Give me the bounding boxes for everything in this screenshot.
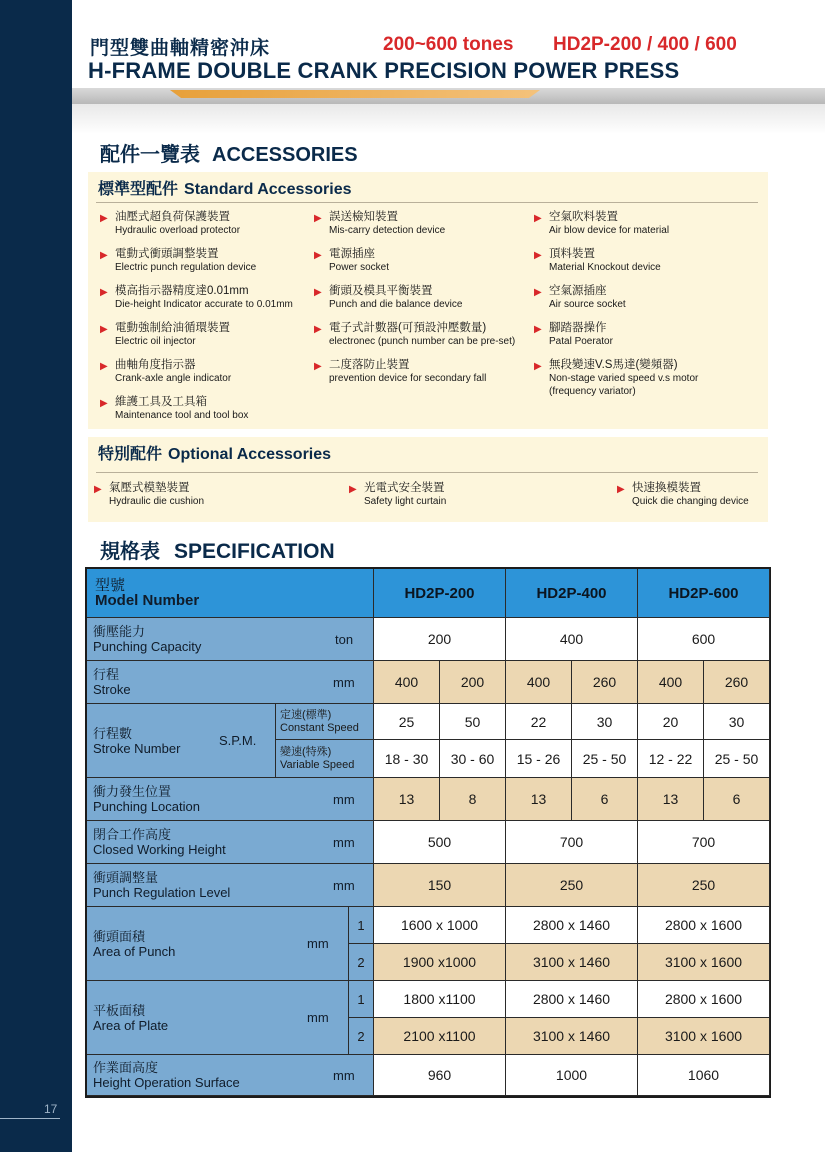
row-label-zh: 行程數 xyxy=(93,725,133,741)
row-unit: mm xyxy=(333,1067,355,1083)
punch-area-cell: 1600 x 1000 xyxy=(374,907,506,944)
punch-area-cell: 1900 x1000 xyxy=(374,944,506,981)
punching-location-cell: 8 xyxy=(440,778,506,821)
variable-speed-cell: 18 - 30 xyxy=(374,740,440,778)
standard-accessory-item xyxy=(534,322,613,348)
row-label-text xyxy=(93,624,201,654)
row-label-en: Stroke xyxy=(93,682,131,697)
punch-area-cell: 2800 x 1600 xyxy=(638,907,770,944)
standard-accessory-item xyxy=(314,211,445,237)
accessory-name-zh: 電動強制給油循環裝置 xyxy=(115,322,230,334)
model-header-cell: HD2P-400 xyxy=(506,569,638,618)
row-label xyxy=(87,661,374,704)
regulation-cell: 250 xyxy=(638,864,770,907)
row-label xyxy=(87,864,374,907)
row-label-en: Height Operation Surface xyxy=(93,1075,240,1090)
row-label-text xyxy=(93,929,175,959)
divider xyxy=(96,202,758,203)
title-chinese: 門型雙曲軸精密沖床 xyxy=(90,38,271,59)
standard-accessories-title xyxy=(98,176,352,199)
sidebar-band xyxy=(0,0,72,1152)
row-unit: mm xyxy=(333,834,355,850)
row-label xyxy=(87,778,374,821)
row-label-en: Area of Plate xyxy=(93,1017,169,1033)
accessories-heading xyxy=(100,138,358,167)
standard-accessory-item xyxy=(534,211,669,237)
header-fade xyxy=(72,104,825,134)
row-label xyxy=(87,618,374,661)
row-label xyxy=(87,981,349,1055)
stroke-cell: 400 xyxy=(638,661,704,704)
row-unit: mm xyxy=(307,936,329,951)
variable-speed-cell: 15 - 26 xyxy=(506,740,572,778)
accessory-name-zh: 模高指示器精度達0.01mm xyxy=(115,285,249,297)
bullet-arrow-icon: ▶ xyxy=(314,287,322,298)
stroke-cell: 200 xyxy=(440,661,506,704)
accessory-name-zh: 腳踏器操作 xyxy=(549,322,607,334)
standard-accessory-item xyxy=(100,396,248,422)
bullet-arrow-icon: ▶ xyxy=(100,398,108,409)
accessory-name-en: Electric oil injector xyxy=(115,336,196,347)
bullet-arrow-icon: ▶ xyxy=(534,287,542,298)
closed-height-cell: 700 xyxy=(638,821,770,864)
punching-location-cell: 13 xyxy=(374,778,440,821)
accessory-name-zh: 誤送檢知裝置 xyxy=(329,211,398,223)
constant-speed-cell: 50 xyxy=(440,704,506,740)
constant-speed-cell: 30 xyxy=(704,704,770,740)
accessory-name-zh: 電源插座 xyxy=(329,248,375,260)
closed-height-cell: 500 xyxy=(374,821,506,864)
row-label-zh: 衝頭面積 xyxy=(93,928,146,944)
plate-area-cell: 1800 x1100 xyxy=(374,981,506,1018)
constant-speed-label-en: Constant Speed xyxy=(280,721,359,734)
standard-accessory-item xyxy=(100,359,231,385)
operation-height-cell: 960 xyxy=(374,1055,506,1096)
accessory-name-zh: 光電式安全裝置 xyxy=(364,482,445,494)
row-label-zh: 閉合工作高度 xyxy=(93,827,172,842)
regulation-cell: 250 xyxy=(506,864,638,907)
bullet-arrow-icon: ▶ xyxy=(100,361,108,372)
accessory-name-en: Electric punch regulation device xyxy=(115,262,257,273)
model-number-label-en: Model Number xyxy=(95,592,200,609)
accessory-name-zh: 無段變速V.S馬達(變頻器) xyxy=(549,359,678,371)
punching-location-cell: 13 xyxy=(638,778,704,821)
bullet-arrow-icon: ▶ xyxy=(100,324,108,335)
accessory-name-en: electronec (punch number can be pre-set) xyxy=(329,336,516,347)
punching-location-cell: 6 xyxy=(572,778,638,821)
accessory-name-zh: 油壓式超負荷保護裝置 xyxy=(115,211,230,223)
bullet-arrow-icon: ▶ xyxy=(617,484,625,495)
row-label xyxy=(87,1055,374,1096)
accessory-name-en: Power socket xyxy=(329,262,390,273)
model-number-label-zh: 型號 xyxy=(95,577,126,594)
variable-speed-label-en: Variable Speed xyxy=(280,758,355,771)
header-accent-stripe xyxy=(170,90,540,98)
stroke-cell: 260 xyxy=(704,661,770,704)
bullet-arrow-icon: ▶ xyxy=(314,250,322,261)
row-label-en: Closed Working Height xyxy=(93,842,226,857)
accessory-name-en-cont: (frequency variator) xyxy=(549,386,636,397)
punch-area-cell: 2800 x 1460 xyxy=(506,907,638,944)
tonnage-range: 200~600 tones xyxy=(383,34,514,55)
bullet-arrow-icon: ▶ xyxy=(100,287,108,298)
row-label-en: Punching Capacity xyxy=(93,639,202,654)
title-english: H-FRAME DOUBLE CRANK PRECISION POWER PRESS xyxy=(88,58,680,83)
accessory-name-en: Safety light curtain xyxy=(364,496,447,507)
model-number-label xyxy=(87,569,374,618)
accessory-name-en: Maintenance tool and tool box xyxy=(115,410,249,421)
accessory-name-zh: 二度落防止裝置 xyxy=(329,359,410,371)
punch-area-index: 2 xyxy=(349,944,374,981)
optional-title-en: Optional Accessories xyxy=(168,446,332,463)
row-label xyxy=(87,821,374,864)
accessory-name-zh: 快速換模裝置 xyxy=(632,482,701,494)
row-label-zh: 平板面積 xyxy=(93,1002,146,1018)
row-label-en: Area of Punch xyxy=(93,943,176,959)
optional-accessories-panel xyxy=(88,437,768,522)
bullet-arrow-icon: ▶ xyxy=(534,213,542,224)
row-label-text xyxy=(93,726,180,756)
accessory-name-zh: 衝頭及模具平衡裝置 xyxy=(329,285,433,297)
optional-accessory-item xyxy=(349,482,446,508)
accessory-name-en: Air blow device for material xyxy=(549,225,670,236)
row-label-en: Stroke Number xyxy=(93,740,181,756)
plate-area-cell: 3100 x 1600 xyxy=(638,1018,770,1055)
page-number: 17 xyxy=(44,1102,58,1116)
accessory-name-en: Patal Poerator xyxy=(549,336,613,347)
accessory-name-en: prevention device for secondary fall xyxy=(329,373,487,384)
accessory-name-en: Quick die changing device xyxy=(632,496,749,507)
standard-title-en: Standard Accessories xyxy=(184,181,352,198)
bullet-arrow-icon: ▶ xyxy=(100,250,108,261)
standard-accessory-item xyxy=(314,248,389,274)
variable-speed-cell: 30 - 60 xyxy=(440,740,506,778)
row-unit: mm xyxy=(333,674,355,690)
punching-location-cell: 6 xyxy=(704,778,770,821)
model-range: HD2P-200 / 400 / 600 xyxy=(553,34,737,55)
row-unit: ton xyxy=(335,631,354,647)
accessory-name-zh: 氣壓式模墊裝置 xyxy=(109,482,190,494)
accessory-name-en: Hydraulic overload protector xyxy=(115,225,241,236)
row-label xyxy=(87,704,276,778)
plate-area-cell: 2800 x 1600 xyxy=(638,981,770,1018)
standard-accessory-item xyxy=(534,359,698,398)
specification-heading xyxy=(100,535,335,564)
accessory-name-en: Die-height Indicator accurate to 0.01mm xyxy=(115,299,293,310)
accessory-name-zh: 頂料裝置 xyxy=(549,248,595,260)
row-label-text xyxy=(93,870,230,900)
plate-area-cell: 2800 x 1460 xyxy=(506,981,638,1018)
punch-area-cell: 3100 x 1600 xyxy=(638,944,770,981)
operation-height-cell: 1000 xyxy=(506,1055,638,1096)
accessory-name-en: Hydraulic die cushion xyxy=(109,496,205,507)
constant-speed-label-zh: 定速(標準) xyxy=(280,708,332,721)
accessories-heading-en: ACCESSORIES xyxy=(212,144,358,166)
plate-area-cell: 3100 x 1460 xyxy=(506,1018,638,1055)
row-label-zh: 衝頭調整量 xyxy=(93,870,159,885)
standard-accessory-item xyxy=(314,285,462,311)
accessories-heading-zh: 配件一覽表 xyxy=(100,144,200,166)
row-unit: mm xyxy=(333,877,355,893)
capacity-cell: 400 xyxy=(506,618,638,661)
row-label-zh: 作業面高度 xyxy=(93,1060,159,1075)
bullet-arrow-icon: ▶ xyxy=(534,324,542,335)
constant-speed-cell: 22 xyxy=(506,704,572,740)
standard-accessory-item xyxy=(100,211,240,237)
model-header-cell: HD2P-200 xyxy=(374,569,506,618)
specification-table xyxy=(85,567,771,1098)
bullet-arrow-icon: ▶ xyxy=(534,250,542,261)
plate-area-index: 2 xyxy=(349,1018,374,1055)
row-label-zh: 衝壓能力 xyxy=(93,624,146,639)
variable-speed-label xyxy=(276,740,374,778)
optional-accessories-title xyxy=(98,441,331,464)
constant-speed-label-text xyxy=(280,709,359,735)
accessory-name-en: Non-stage varied speed v.s motor xyxy=(549,373,699,384)
capacity-cell: 200 xyxy=(374,618,506,661)
stroke-cell: 400 xyxy=(374,661,440,704)
closed-height-cell: 700 xyxy=(506,821,638,864)
constant-speed-cell: 25 xyxy=(374,704,440,740)
accessory-name-en: Mis-carry detection device xyxy=(329,225,446,236)
constant-speed-label xyxy=(276,704,374,740)
accessory-name-zh: 空氣吹料裝置 xyxy=(549,211,618,223)
accessory-name-en: Air source socket xyxy=(549,299,626,310)
punching-location-cell: 13 xyxy=(506,778,572,821)
plate-area-cell: 2100 x1100 xyxy=(374,1018,506,1055)
constant-speed-cell: 30 xyxy=(572,704,638,740)
optional-accessory-item xyxy=(94,482,204,508)
punch-area-index: 1 xyxy=(349,907,374,944)
stroke-cell: 260 xyxy=(572,661,638,704)
accessory-name-en: Punch and die balance device xyxy=(329,299,463,310)
variable-speed-cell: 25 - 50 xyxy=(572,740,638,778)
bullet-arrow-icon: ▶ xyxy=(314,213,322,224)
standard-accessory-item xyxy=(100,248,256,274)
model-number-label-text xyxy=(95,578,199,608)
capacity-cell: 600 xyxy=(638,618,770,661)
row-unit: S.P.M. xyxy=(219,733,257,748)
bullet-arrow-icon: ▶ xyxy=(94,484,102,495)
row-label-text xyxy=(93,784,200,814)
operation-height-cell: 1060 xyxy=(638,1055,770,1096)
row-unit: mm xyxy=(307,1010,329,1025)
variable-speed-label-text xyxy=(280,746,354,772)
accessory-name-zh: 曲軸角度指示器 xyxy=(115,359,196,371)
row-label-en: Punch Regulation Level xyxy=(93,885,231,900)
constant-speed-cell: 20 xyxy=(638,704,704,740)
accessory-name-zh: 維護工具及工具箱 xyxy=(115,396,207,408)
accessory-name-zh: 電子式計數器(可預設沖壓數量) xyxy=(329,322,487,334)
row-label-text xyxy=(93,667,131,697)
row-unit: mm xyxy=(333,791,355,807)
standard-accessory-item xyxy=(314,322,515,348)
bullet-arrow-icon: ▶ xyxy=(314,324,322,335)
plate-area-index: 1 xyxy=(349,981,374,1018)
bullet-arrow-icon: ▶ xyxy=(314,361,322,372)
specification-heading-en: SPECIFICATION xyxy=(174,540,335,563)
accessory-name-en: Material Knockout device xyxy=(549,262,661,273)
row-label-text xyxy=(93,1003,168,1033)
stroke-cell: 400 xyxy=(506,661,572,704)
standard-accessory-item xyxy=(100,285,293,311)
standard-accessory-item xyxy=(534,248,661,274)
variable-speed-cell: 12 - 22 xyxy=(638,740,704,778)
model-header-cell: HD2P-600 xyxy=(638,569,770,618)
variable-speed-label-zh: 變速(特殊) xyxy=(280,745,332,758)
row-label-text xyxy=(93,827,226,857)
accessory-name-zh: 空氣源插座 xyxy=(549,285,607,297)
accessory-name-en: Crank-axle angle indicator xyxy=(115,373,232,384)
bullet-arrow-icon: ▶ xyxy=(100,213,108,224)
row-label-zh: 衝力發生位置 xyxy=(93,784,172,799)
standard-accessory-item xyxy=(534,285,626,311)
specification-heading-zh: 規格表 xyxy=(100,541,160,563)
row-label xyxy=(87,907,349,981)
bullet-arrow-icon: ▶ xyxy=(534,361,542,372)
row-label-zh: 行程 xyxy=(93,667,120,682)
optional-title-zh: 特別配件 xyxy=(98,446,163,463)
standard-accessory-item xyxy=(100,322,230,348)
optional-accessory-item xyxy=(617,482,749,508)
accessory-name-zh: 電動式衝頭調整裝置 xyxy=(115,248,219,260)
standard-accessory-item xyxy=(314,359,486,385)
divider xyxy=(96,472,758,473)
row-label-en: Punching Location xyxy=(93,799,200,814)
bullet-arrow-icon: ▶ xyxy=(349,484,357,495)
standard-title-zh: 標準型配件 xyxy=(98,181,179,198)
page-number-rule xyxy=(0,1118,60,1119)
variable-speed-cell: 25 - 50 xyxy=(704,740,770,778)
regulation-cell: 150 xyxy=(374,864,506,907)
punch-area-cell: 3100 x 1460 xyxy=(506,944,638,981)
row-label-text xyxy=(93,1060,240,1090)
